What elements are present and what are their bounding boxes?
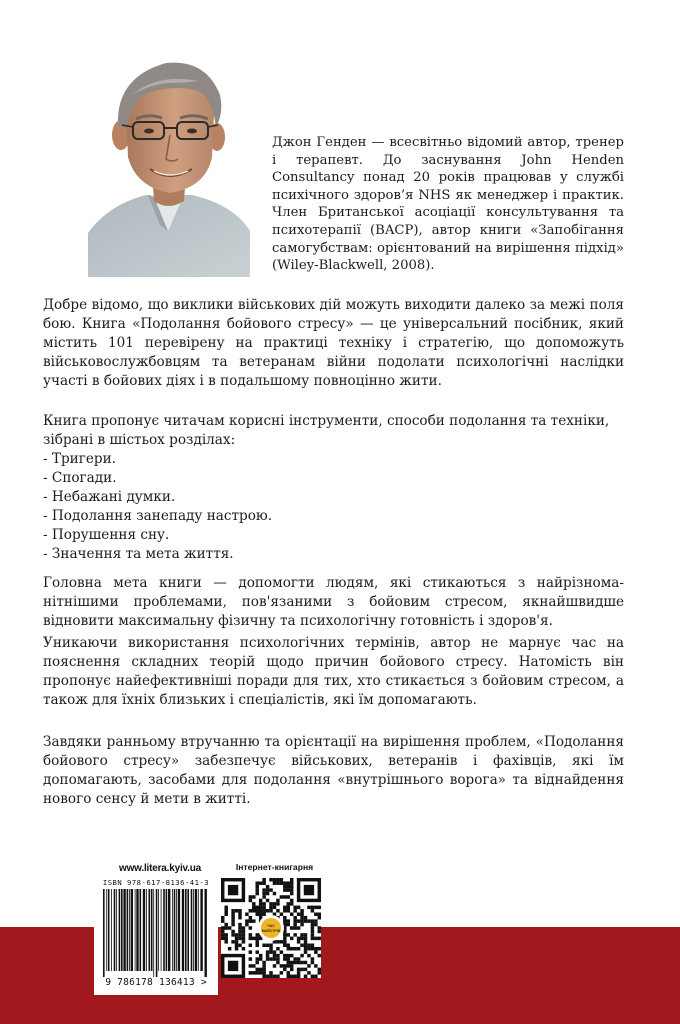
website-url[interactable]: www.litera.kyiv.ua [119, 863, 201, 874]
author-bio: Джон Генден — всесвітньо відомий автор, тренер і терапевт. До заснування John Henden Consultancy понад 20 років працював у службі психічного здоров’я NHS як менеджер і практик. Член Британської асоціації консультування та психотерапії (BACP), автор книги «Запобігання самогубствам: орієнтований на вирішення підхід» (Wiley-Blackwell, 2008). [272, 135, 624, 274]
online-shop-label: Інтернет-книгарня [235, 862, 314, 872]
list-intro: Книга пропонує читачам корисні інструменти, способи подолання та техніки, зібрані в шістьох розділах: [43, 413, 610, 448]
list-item: - Значення та мета життя. [43, 546, 234, 562]
sections-list-block [43, 412, 624, 564]
svg-text:МАЙСТРІВ: МАЙСТРІВ [261, 929, 281, 933]
qr-code[interactable] [221, 878, 321, 978]
intro-paragraph: Добре відомо, що виклики військових дій можуть виходити далеко за межі поля бою. Книга «Подолання бойового стресу» — це універсальний посібник, який містить 101 перевірену на практиці техніку і стратегію, що допоможуть військовослужбовцям та ветеранам війни подолати психологічні наслідки участі в бойових діях і в подальшому повноцінно жити. [43, 297, 624, 389]
method-paragraph: Уникаючи використання психологічних термінів, автор не марнує час на пояснення складних теорій щодо причин бойового стресу. Натомість він пропонує найефективніші поради для тих, хто стикається з бойовим стресом, а також для їхніх близьких і спеціалістів, які їм допомагають. [43, 635, 624, 708]
sections-list [43, 450, 624, 564]
closing-paragraph: Завдяки ранньому втручанню та орієнтації на вирішення проблем, «Подолання бойового стресу» забезпечує військових, ветеранів і фахівців, які їм допомагають, засобами для подолання «внутрішнього ворога» та віднайдення нового сенсу й мети в житті. [43, 734, 624, 807]
list-item: - Тригери. [43, 451, 116, 467]
barcode-digits: 9 786178 136413 > [105, 977, 207, 988]
list-item: - Порушення сну. [43, 527, 170, 543]
goal-paragraph: Головна мета книги — допомогти людям, які стикаються з найрізноманітнішими проблемами, пов'язаними з бойовим стресом, якнайшвидше відновити максимальну фізичну та психологічну готовність і здоров'я. [43, 575, 624, 629]
barcode-icon [101, 889, 211, 977]
barcode-block [94, 875, 218, 995]
qr-code-icon [221, 878, 321, 978]
author-photo [88, 55, 250, 277]
list-item: - Подолання занепаду настрою. [43, 508, 273, 524]
isbn-text: ISBN 978-617-8136-41-3 [102, 878, 210, 887]
svg-text:ЧАС: ЧАС [267, 924, 275, 928]
qr-logo-icon [261, 918, 281, 938]
list-item: - Небажані думки. [43, 489, 176, 505]
list-item: - Спогади. [43, 470, 117, 486]
